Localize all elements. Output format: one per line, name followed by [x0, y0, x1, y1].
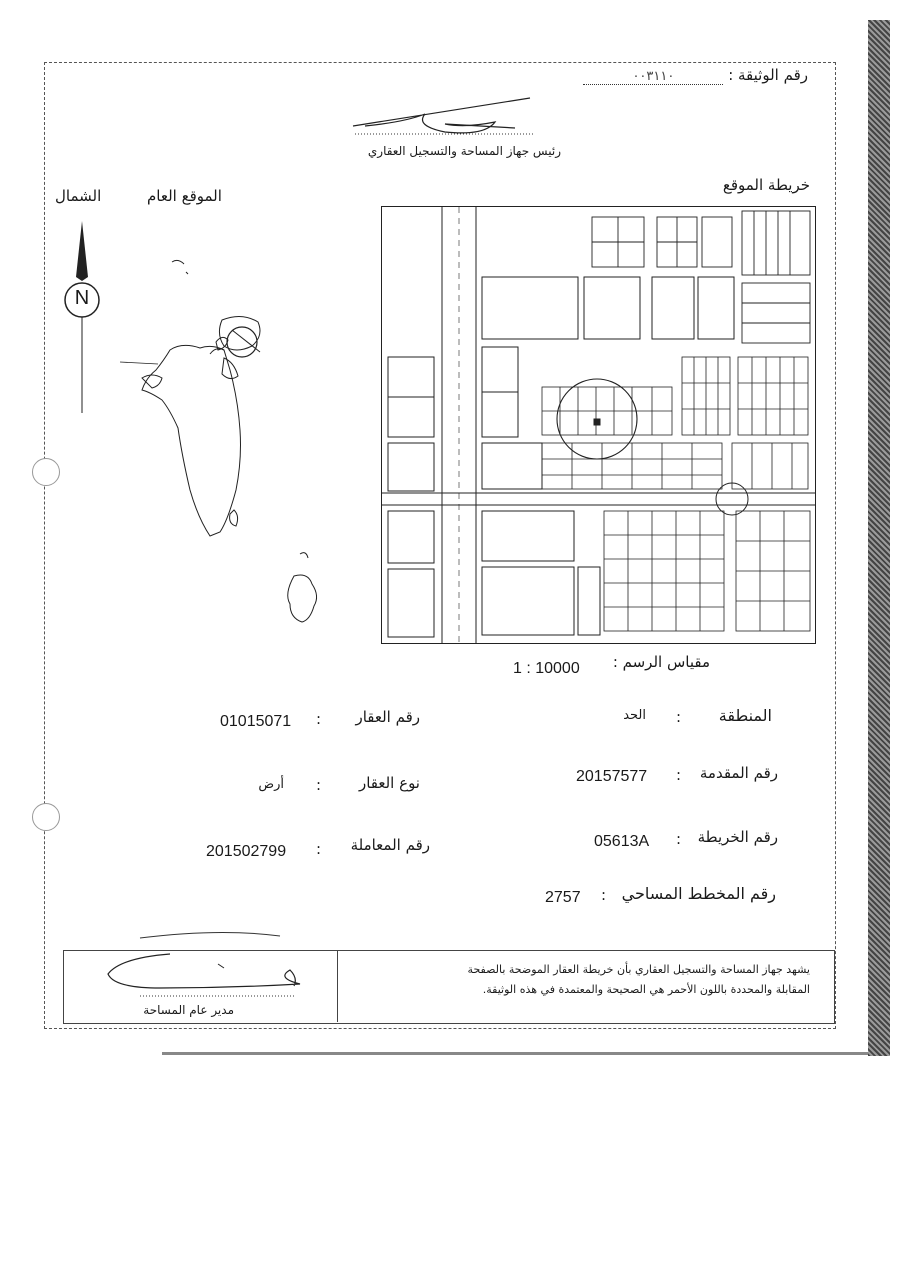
director-title: مدير عام المساحة	[143, 1003, 234, 1017]
map-number-sep: :	[676, 830, 682, 848]
map-number-label: رقم الخريطة	[697, 828, 778, 846]
director-signature-icon	[100, 928, 330, 1000]
area-sep: :	[676, 708, 682, 726]
north-label: الشمال	[55, 187, 102, 205]
area-label: المنطقة	[718, 706, 772, 725]
president-title: رئيس جهاز المساحة والتسجيل العقاري	[367, 144, 561, 158]
application-number-label: رقم المقدمة	[699, 764, 778, 782]
map-number-value: 05613A	[594, 833, 650, 850]
scale-value: 1 : 10000	[513, 660, 580, 677]
document-number-value: ٠٠٣١١٠	[583, 69, 723, 85]
general-location-title: الموقع العام	[147, 187, 222, 205]
punch-hole-icon	[32, 803, 60, 831]
application-number-value: 20157577	[576, 768, 648, 785]
document-number-label: رقم الوثيقة :	[728, 66, 808, 84]
north-arrow-icon	[62, 215, 106, 415]
survey-plan-number-label: رقم المخطط المساحي	[621, 884, 776, 903]
scale-label: مقياس الرسم :	[612, 653, 710, 671]
scan-bottom-edge	[162, 1052, 868, 1055]
survey-plan-number-value: 2757	[545, 889, 581, 906]
property-type-sep: :	[316, 776, 322, 794]
application-number-sep: :	[676, 766, 682, 784]
certification-line-2: المقابلة والمحددة باللون الأحمر هي الصحيحة والمعتمدة في هذه الوثيقة.	[482, 983, 810, 996]
certification-divider	[337, 950, 338, 1022]
transaction-number-label: رقم المعاملة	[350, 836, 430, 854]
certification-line-1: يشهد جهاز المساحة والتسجيل العقاري بأن خريطة العقار الموضحة بالصفحة	[467, 963, 810, 976]
property-number-sep: :	[316, 710, 322, 728]
president-signature-icon	[345, 92, 545, 138]
transaction-number-value: 201502799	[206, 843, 287, 860]
property-type-label: نوع العقار	[358, 774, 420, 792]
transaction-number-sep: :	[316, 840, 322, 858]
north-letter: N	[74, 287, 90, 309]
property-number-label: رقم العقار	[355, 708, 420, 726]
property-number-value: 01015071	[220, 713, 292, 730]
area-value: الحد	[623, 708, 646, 723]
bahrain-locator-map	[112, 250, 342, 650]
survey-plan-number-sep: :	[601, 886, 607, 904]
scan-edge-bar	[868, 20, 890, 1056]
document-number-row	[583, 66, 808, 85]
punch-hole-icon	[32, 458, 60, 486]
site-map-title: خريطة الموقع	[722, 176, 810, 194]
site-map	[381, 206, 816, 644]
property-type-value: أرض	[258, 777, 284, 792]
